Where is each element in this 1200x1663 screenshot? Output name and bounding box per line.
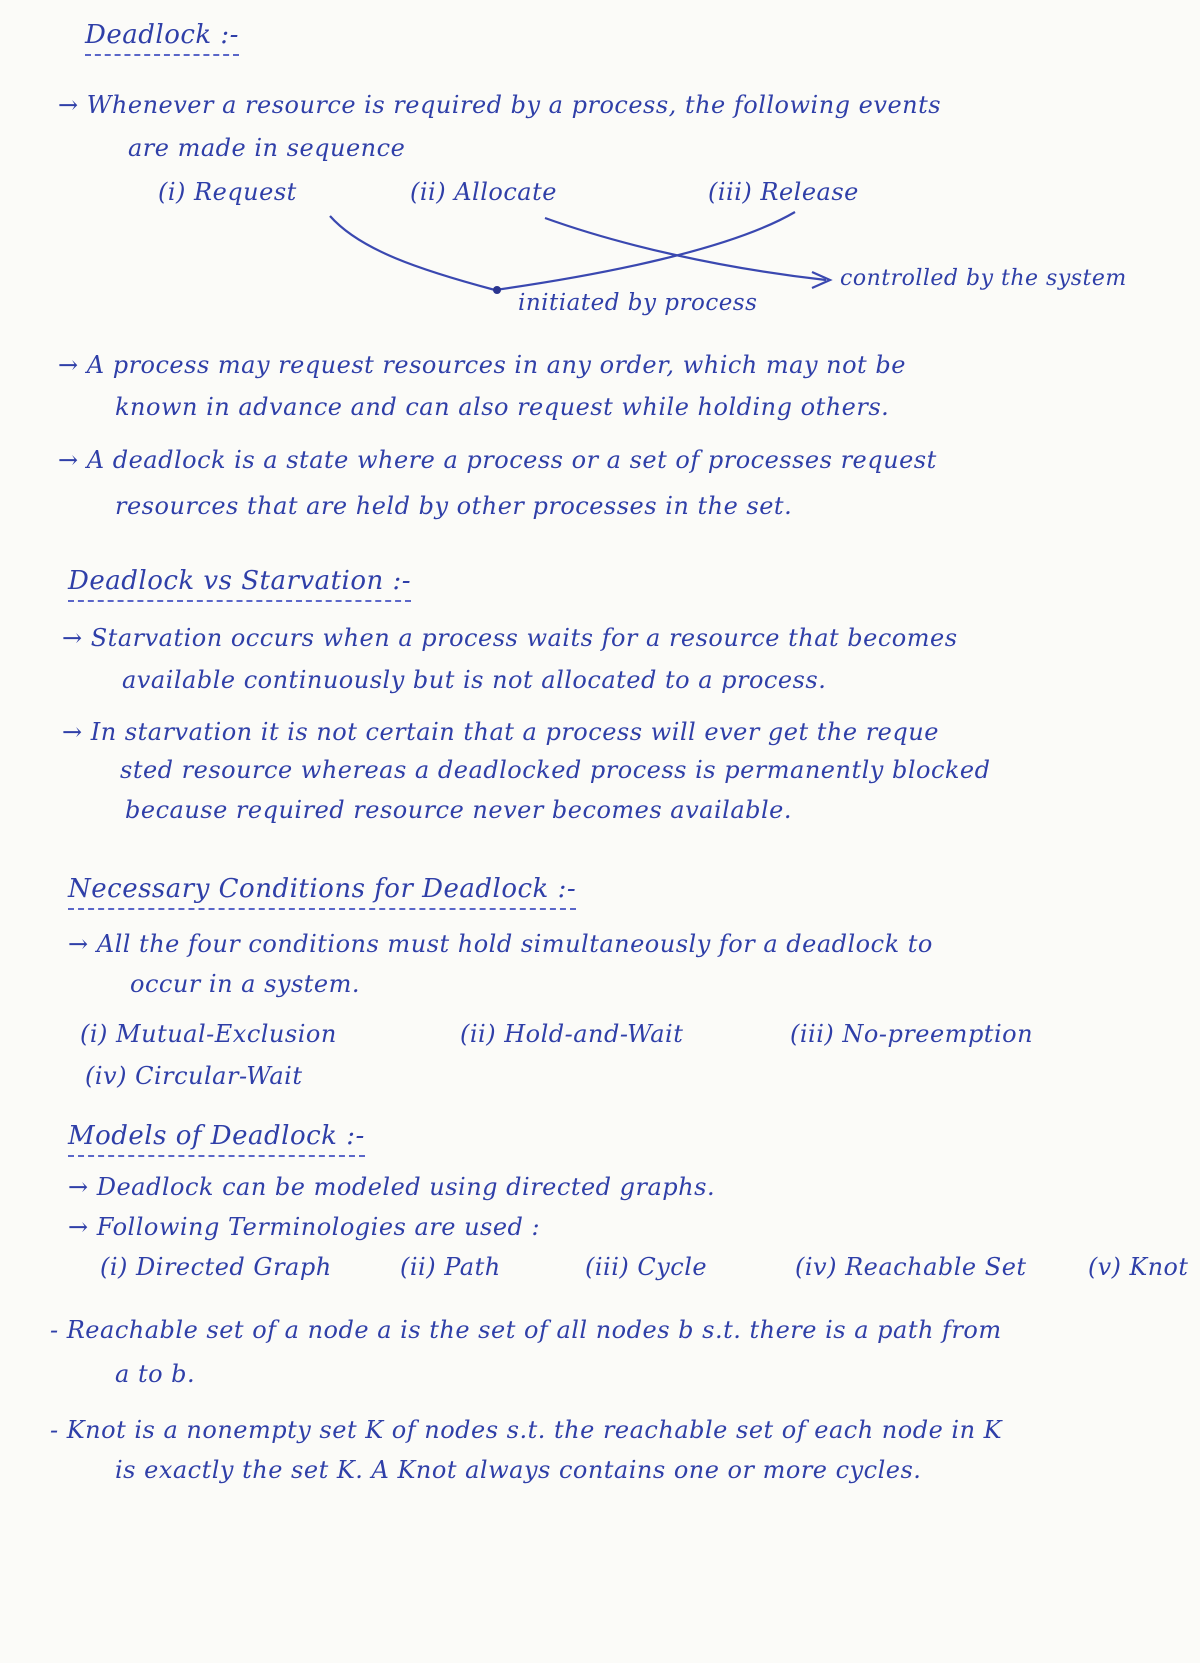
term-directed-graph: (i) Directed Graph: [100, 1253, 332, 1281]
label-initiated-by-process: initiated by process: [518, 290, 758, 316]
reachable-def-line2: a to b.: [115, 1360, 196, 1388]
term-cycle: (iii) Cycle: [585, 1253, 708, 1281]
models-heading: Models of Deadlock :-: [68, 1123, 365, 1157]
intro-bullet2-line2: known in advance and can also request while holding others.: [115, 393, 890, 421]
condition-circular-wait: (iv) Circular-Wait: [85, 1062, 303, 1090]
intro-bullet3-line2: resources that are held by other processes in the set.: [115, 492, 793, 520]
label-controlled-by-system: controlled by the system: [840, 266, 1127, 291]
event-release: (iii) Release: [708, 178, 859, 206]
request-to-initiated-line: [330, 216, 495, 290]
allocate-to-controlled-line: [545, 218, 826, 280]
term-path: (ii) Path: [400, 1253, 501, 1281]
intro-bullet1-line2: are made in sequence: [128, 134, 406, 162]
knot-def-line1: - Knot is a nonempty set K of nodes s.t. the reachable set of each node in K: [50, 1416, 1003, 1444]
junction-dot: [493, 286, 501, 294]
starvation-p1-line1: → Starvation occurs when a process waits for a resource that becomes: [62, 624, 958, 652]
term-knot: (v) Knot: [1088, 1253, 1189, 1281]
conditions-p1-line1: → All the four conditions must hold simultaneously for a deadlock to: [68, 930, 933, 958]
condition-no-preemption: (iii) No-preemption: [790, 1020, 1034, 1048]
page-title: Deadlock :-: [85, 22, 239, 56]
starvation-p2-line1: → In starvation it is not certain that a process will ever get the reque: [62, 718, 939, 746]
starvation-p2-line2: sted resource whereas a deadlocked process is permanently blocked: [120, 756, 991, 784]
conditions-p1-line2: occur in a system.: [130, 970, 361, 998]
intro-bullet2-line1: → A process may request resources in any order, which may not be: [58, 351, 906, 379]
intro-bullet3-line1: → A deadlock is a state where a process or a set of processes request: [58, 446, 937, 474]
knot-def-line2: is exactly the set K. A Knot always contains one or more cycles.: [115, 1456, 922, 1484]
condition-hold-and-wait: (ii) Hold-and-Wait: [460, 1020, 684, 1048]
event-allocate: (ii) Allocate: [410, 178, 557, 206]
term-reachable-set: (iv) Reachable Set: [795, 1253, 1027, 1281]
reachable-def-line1: - Reachable set of a node a is the set of all nodes b s.t. there is a path from: [50, 1316, 1002, 1344]
models-line1: → Deadlock can be modeled using directed graphs.: [68, 1173, 716, 1201]
models-line2: → Following Terminologies are used :: [68, 1213, 541, 1241]
event-request: (i) Request: [158, 178, 297, 206]
conditions-heading: Necessary Conditions for Deadlock :-: [68, 876, 576, 910]
intro-bullet1-line1: → Whenever a resource is required by a process, the following events: [58, 91, 942, 119]
starvation-p1-line2: available continuously but is not allocated to a process.: [122, 666, 827, 694]
starvation-p2-line3: because required resource never becomes available.: [125, 796, 792, 824]
condition-mutual-exclusion: (i) Mutual-Exclusion: [80, 1020, 337, 1048]
release-to-initiated-line: [495, 212, 795, 290]
starvation-heading: Deadlock vs Starvation :-: [68, 568, 411, 602]
